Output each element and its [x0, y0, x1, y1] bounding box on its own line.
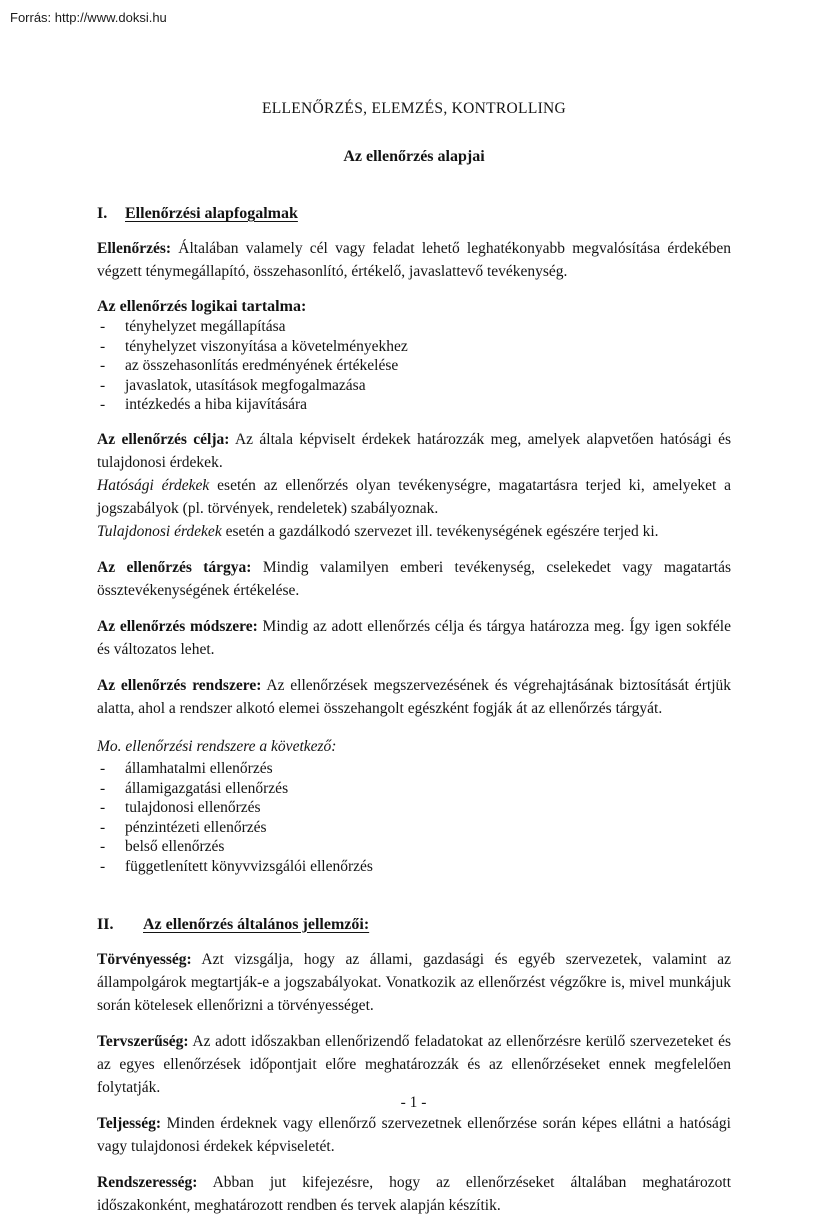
list-item-text: pénzintézeti ellenőrzés [125, 818, 267, 836]
mo-heading: Mo. ellenőrzési rendszere a következő: [97, 737, 337, 755]
para-torvenyesseg-text: Azt vizsgálja, hogy az állami, gazdasági és egyéb szervezetek, valamint az állampolgárok megtartják-e a jogszabályokat. Vonatkozik az ellenőrzést végzőkre is, mivel munkájuk során kötelesek ellenőrizni a törvényességet. [97, 950, 731, 1014]
section-1-title: Ellenőrzési alapfogalmak [125, 205, 298, 222]
page-subtitle: Az ellenőrzés alapjai [343, 148, 485, 165]
para-hatosagi [97, 474, 731, 520]
dash-bullet: - [100, 857, 106, 875]
dash-bullet: - [100, 376, 106, 394]
para-modszere-lead: Az ellenőrzés módszere: [97, 617, 258, 635]
dash-bullet: - [100, 318, 106, 335]
list-item-text: javaslatok, utasítások megfogalmazása [125, 376, 366, 394]
para-tervszeruseg-text: Az adott időszakban ellenőrizendő feladatokat az ellenőrzésre kerülő szervezeteket és az egyes ellenőrzések időpontjait előre meghatározzák és az ellenőrzéseket ennek megfelelően folytatják. [97, 1032, 731, 1096]
section-heading-2 [97, 915, 731, 935]
source-label: Forrás: http://www.doksi.hu [10, 10, 167, 25]
list-item [97, 376, 731, 396]
para-modszere-text: Mindig az adott ellenőrzés célja és tárgya határozza meg. Így igen sokféle és változatos lehet. [97, 617, 731, 658]
list-item-text: államhatalmi ellenőrzés [125, 759, 273, 777]
list-item [97, 798, 731, 818]
dash-bullet: - [100, 779, 106, 797]
dash-bullet: - [100, 818, 106, 836]
para-hatosagi-lead: Hatósági érdekek [97, 476, 210, 494]
list-item-text: függetlenített könyvvizsgálói ellenőrzés [125, 857, 373, 875]
section-heading-1 [97, 204, 731, 224]
logikai-list [97, 317, 731, 415]
list-item [97, 317, 731, 337]
para-torvenyesseg-lead: Törvényesség: [97, 950, 192, 968]
list-item-text: államigazgatási ellenőrzés [125, 779, 289, 797]
para-teljesseg-lead: Teljesség: [97, 1114, 161, 1132]
para-rendszeresseg [97, 1171, 731, 1217]
list-item-text: tényhelyzet viszonyítása a követelményekhez [125, 337, 408, 355]
para-targya-lead: Az ellenőrzés tárgya: [97, 558, 252, 576]
para-targya-text: Mindig valamilyen emberi tevékenység, cselekedet vagy magatartás össztevékenységének értékelése. [97, 558, 731, 599]
para-teljesseg-text: Minden érdeknek vagy ellenőrző szervezetnek ellenőrzése során képes ellátni a hatósági vagy tulajdonosi érdekek képviseletét. [97, 1114, 731, 1155]
document-page [97, 0, 731, 1217]
list-item [97, 837, 731, 857]
para-celja-text: Az általa képviselt érdekek határozzák meg, amelyek alapvetően hatósági és tulajdonosi érdekek. [97, 430, 731, 471]
list-item-text: tényhelyzet megállapítása [125, 318, 286, 335]
dash-bullet: - [100, 838, 106, 856]
para-ellenorzes [97, 237, 731, 283]
list-item [97, 857, 731, 877]
page-number: - 1 - [400, 1094, 427, 1111]
list-item-text: intézkedés a hiba kijavítására [125, 396, 308, 414]
dash-bullet: - [100, 799, 106, 817]
dash-bullet: - [100, 759, 106, 777]
para-ellenorzes-text: Általában valamely cél vagy feladat lehető leghatékonyabb megvalósítása érdekében végzett ténymegállapító, összehasonlító, értékelő, javaslattevő tevékenység. [97, 240, 731, 280]
logikai-heading: Az ellenőrzés logikai tartalma: [97, 298, 307, 315]
para-rendszere [97, 674, 731, 720]
list-item [97, 337, 731, 357]
list-item-text: tulajdonosi ellenőrzés [125, 799, 261, 817]
para-rendszere-lead: Az ellenőrzés rendszere: [97, 676, 262, 694]
para-tulajdonosi [97, 520, 731, 543]
list-item-text: belső ellenőrzés [125, 838, 225, 856]
list-item [97, 779, 731, 799]
list-item [97, 759, 731, 779]
section-2-title: Az ellenőrzés általános jellemzői: [143, 915, 370, 933]
page-title: ELLENŐRZÉS, ELEMZÉS, KONTROLLING [261, 100, 567, 117]
para-rendszeresseg-text: Abban jut kifejezésre, hogy az ellenőrzéseket általában meghatározott időszakonként, meghatározott rendben és tervek alapján készítik. [97, 1173, 732, 1214]
para-torvenyesseg [97, 948, 731, 1017]
para-rendszere-text: Az ellenőrzések megszervezésének és végrehajtásának biztosítását értjük alatta, ahol a rendszer alkotó elemei összehangolt egészként fogják át az ellenőrzés tárgyát. [97, 676, 732, 717]
section-2-number: II. [97, 915, 114, 933]
list-item [97, 818, 731, 838]
list-item-text: az összehasonlítás eredményének értékelése [125, 357, 399, 375]
para-tervszeruseg [97, 1030, 731, 1099]
mo-list [97, 759, 731, 877]
para-celja [97, 428, 731, 474]
para-targya [97, 556, 731, 602]
para-rendszeresseg-lead: Rendszeresség: [97, 1173, 198, 1191]
list-item [97, 395, 731, 415]
para-celja-lead: Az ellenőrzés célja: [97, 430, 230, 448]
dash-bullet: - [100, 396, 106, 414]
para-hatosagi-text: esetén az ellenőrzés olyan tevékenységre, magatartásra terjed ki, amelyeket a jogszabályok (pl. törvények, rendeletek) szabályoznak. [97, 476, 732, 517]
list-item [97, 356, 731, 376]
para-ellenorzes-lead: Ellenőrzés: [97, 240, 172, 257]
dash-bullet: - [100, 357, 106, 375]
para-tulajdonosi-text: esetén a gazdálkodó szervezet ill. tevékenységének egészére terjed ki. [225, 522, 659, 540]
section-1-number: I. [97, 205, 108, 222]
para-tulajdonosi-lead: Tulajdonosi érdekek [97, 522, 222, 540]
dash-bullet: - [100, 337, 106, 355]
para-teljesseg [97, 1112, 731, 1158]
para-modszere [97, 615, 731, 661]
para-tervszeruseg-lead: Tervszerűség: [97, 1032, 189, 1050]
